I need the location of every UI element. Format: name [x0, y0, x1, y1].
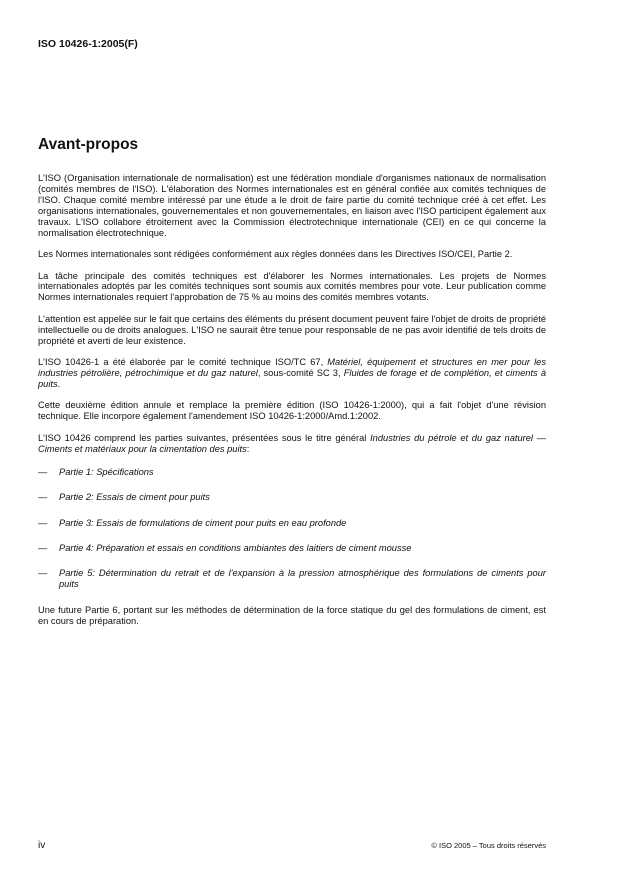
- dash-bullet: —: [38, 568, 48, 579]
- parts-list: [38, 467, 546, 590]
- paragraph-iso-organisation: L'ISO (Organisation internationale de normalisation) est une fédération mondiale d'organismes nationaux de normalisation (comités membres de l'ISO). L'élaboration des Normes internationales est en général confiée aux comités techniques de l'ISO. Chaque comité membre intéressé par une étude a le droit de faire partie du comité technique créé à cet effet. Les organisations internationales, gouvernementales et non gouvernementales, en liaison avec l'ISO participent également aux travaux. L'ISO collabore étroitement avec la Commission électrotechnique internationale (CEI) en ce qui concerne la normalisation électrotechnique.: [38, 173, 546, 238]
- page-title: Avant-propos: [38, 136, 139, 153]
- p5-text-a: L'ISO 10426-1 a été élaborée par le comité technique ISO/TC 67,: [38, 357, 328, 368]
- p7-general-title: Industries du pétrole et du gaz naturel — Ciments et matériaux pour la cimentation des puits: [38, 432, 546, 454]
- list-item-text: Partie 5: Détermination du retrait et de l'expansion à la pression atmosphérique des formulations de ciments pour puits: [59, 568, 546, 590]
- dash-bullet: —: [38, 492, 48, 503]
- list-item: [38, 492, 546, 503]
- p7-text-a: L'ISO 10426 comprend les parties suivantes, présentées sous le titre général: [38, 432, 371, 443]
- list-item: [38, 543, 546, 554]
- document-id-header: ISO 10426-1:2005(F): [38, 38, 138, 50]
- list-item: [38, 568, 546, 590]
- p5-text-c: , sous-comité SC 3,: [257, 368, 344, 379]
- list-item-text: Partie 1: Spécifications: [59, 466, 154, 477]
- list-item: [38, 467, 546, 478]
- p5-committee-title: Matériel, équipement et structures en mer pour les industries pétrolière, pétrochimique et du gaz naturel: [38, 357, 546, 379]
- p5-subcommittee-title: Fluides de forage et de complétion, et ciments à puits: [38, 368, 546, 389]
- paragraph-committee-origin: [38, 357, 546, 390]
- list-item-text: Partie 3: Essais de formulations de ciment pour puits en eau profonde: [59, 517, 347, 528]
- paragraph-technical-committees: La tâche principale des comités techniques est d'élaborer les Normes internationales. Les projets de Normes internationales adoptés par les comités techniques sont soumis aux comités membres pour vote. Leur publication comme Normes internationales requiert l'approbation de 75 % au moins des comités membres votants.: [38, 270, 546, 303]
- page-number: iv: [38, 840, 46, 851]
- dash-bullet: —: [38, 542, 48, 553]
- paragraph-edition: Cette deuxième édition annule et remplace la première édition (ISO 10426-1:2000), qui a fait l'objet d'une révision technique. Elle incorpore également l'amendement ISO 10426-1:2000/Amd.1:2002.: [38, 400, 546, 422]
- dash-bullet: —: [38, 517, 48, 528]
- paragraph-future-part: Une future Partie 6, portant sur les méthodes de détermination de la force statique du gel des formulations de ciment, est en cours de préparation.: [38, 604, 546, 626]
- copyright-notice: © ISO 2005 – Tous droits réservés: [431, 841, 546, 850]
- paragraph-directives: Les Normes internationales sont rédigées conformément aux règles données dans les Directives ISO/CEI, Partie 2.: [38, 249, 513, 260]
- list-item-text: Partie 4: Préparation et essais en conditions ambiantes des laitiers de ciment mousse: [59, 542, 412, 553]
- list-item: [38, 518, 546, 529]
- list-item-text: Partie 2: Essais de ciment pour puits: [59, 492, 210, 503]
- p7-text-c: :: [246, 443, 250, 454]
- foreword-body: [38, 173, 546, 637]
- dash-bullet: —: [38, 466, 48, 477]
- p5-text-e: .: [57, 378, 61, 389]
- paragraph-patent-rights: L'attention est appelée sur le fait que certains des éléments du présent document peuvent faire l'objet de droits de propriété intellectuelle ou de droits analogues. L'ISO ne saurait être tenue pour responsable de ne pas avoir identifié de tels droits de propriété et averti de leur existence.: [38, 313, 546, 346]
- paragraph-parts-intro: [38, 433, 546, 455]
